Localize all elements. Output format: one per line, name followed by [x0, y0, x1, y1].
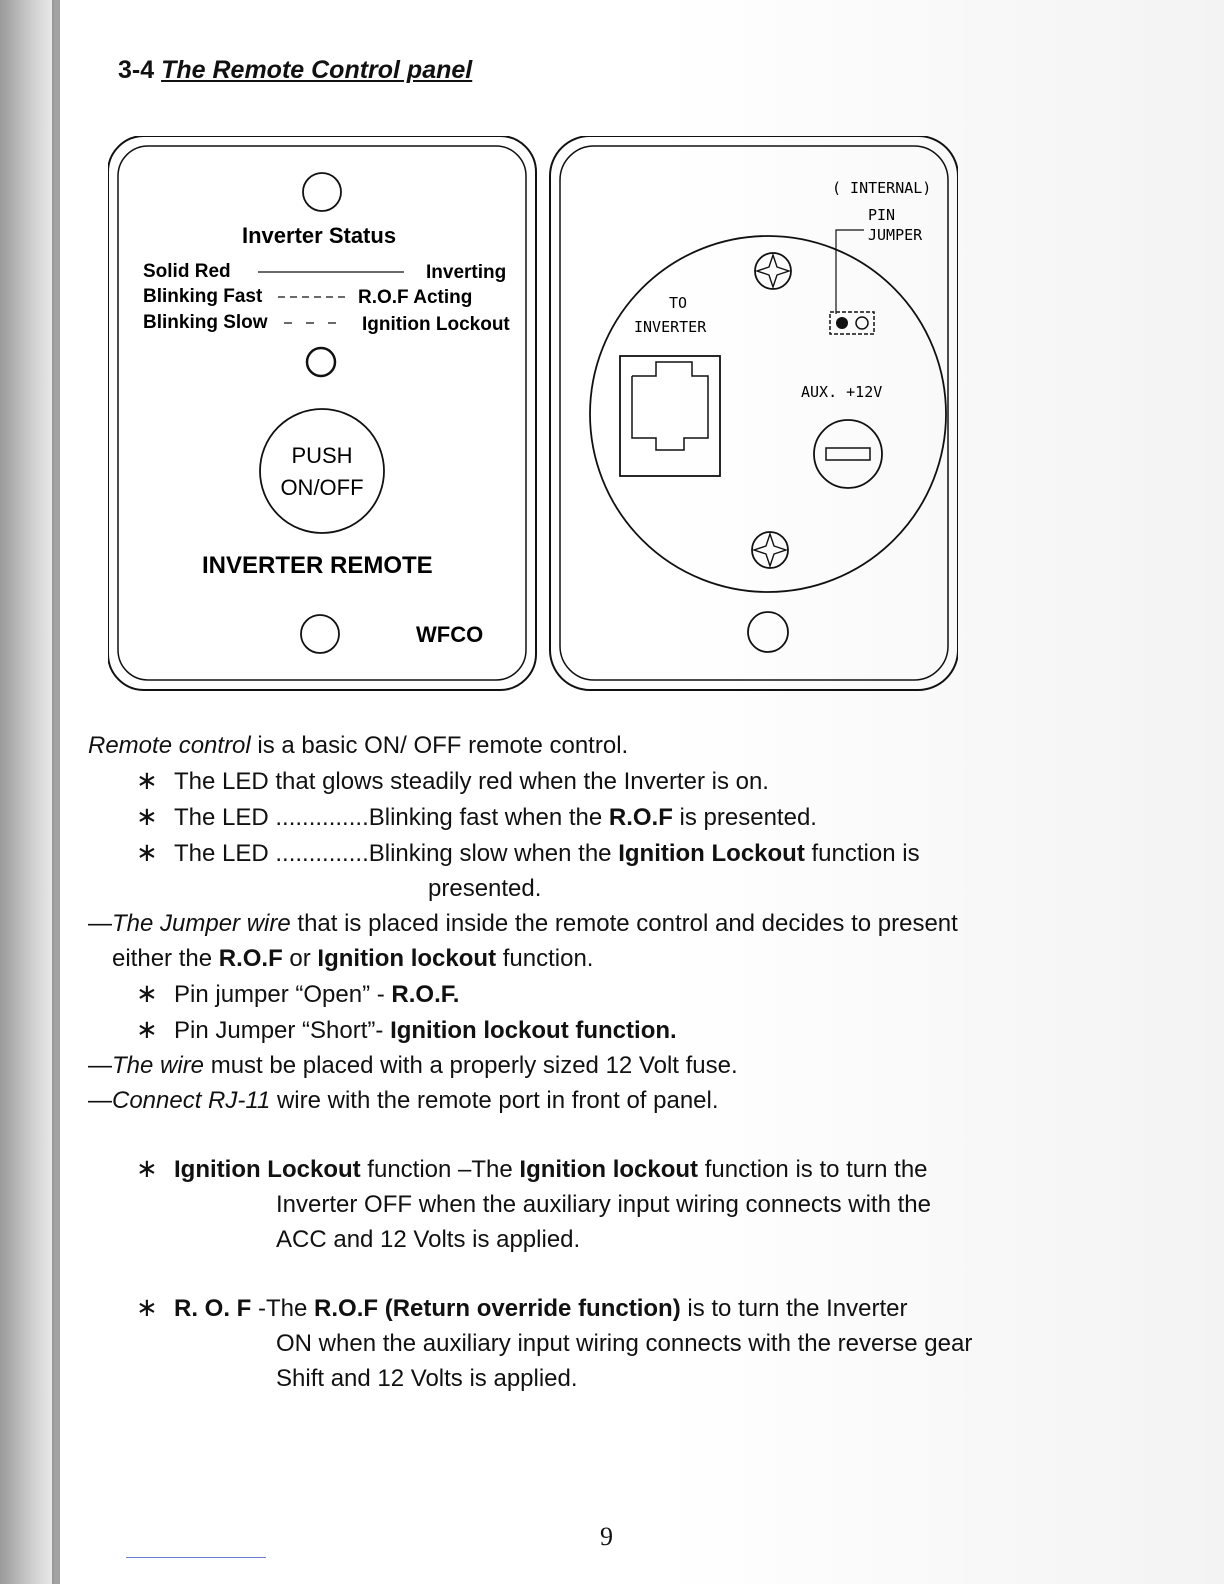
top-screw-hole — [303, 173, 341, 211]
asterisk-icon: ∗ — [136, 801, 158, 831]
pin-label: PIN — [868, 206, 896, 224]
intro-line: Remote control is a basic ON/ OFF remote control. — [88, 732, 629, 759]
rof-line-2: ON when the auxiliary input wiring connects with the reverse gear — [276, 1330, 973, 1357]
to-label: TO — [669, 294, 688, 312]
product-label: INVERTER REMOTE — [202, 552, 433, 579]
jumper-line-2: either the R.O.F or Ignition lockout function. — [112, 945, 594, 972]
body-text — [88, 728, 1128, 1396]
rof-item: ∗ R. O. F -The R.O.F (Return override function) is to turn the Inverter — [88, 1290, 1128, 1326]
status-row-1-meaning: Inverting — [426, 262, 507, 283]
bullet-blink-slow-cont: presented. — [428, 875, 542, 902]
aux-terminal-icon[interactable] — [814, 420, 882, 488]
ignition-lockout-line-2: Inverter OFF when the auxiliary input wiring connects with the — [276, 1191, 931, 1218]
jumper-label: JUMPER — [868, 226, 923, 244]
status-led — [307, 348, 335, 376]
status-row-1-signal: Solid Red — [143, 261, 231, 282]
status-row-3-meaning: Ignition Lockout — [362, 314, 510, 335]
wire-line: —The wire must be placed with a properly sized 12 Volt fuse. — [88, 1052, 738, 1079]
status-row-2-signal: Blinking Fast — [143, 286, 263, 307]
front-panel — [108, 136, 536, 690]
bullet-solid-led: ∗ The LED that glows steadily red when the Inverter is on. — [88, 763, 1128, 799]
asterisk-icon: ∗ — [136, 1014, 158, 1044]
bullet-blink-slow: ∗ The LED ..............Blinking slow when the Ignition Lockout function is — [88, 835, 1128, 871]
connect-line: —Connect RJ-11 wire with the remote port in front of panel. — [88, 1087, 719, 1114]
ignition-lockout-line-3: ACC and 12 Volts is applied. — [276, 1226, 581, 1253]
asterisk-icon: ∗ — [136, 1153, 158, 1183]
pin-jumper-icon — [830, 312, 874, 334]
status-row-2-meaning: R.O.F Acting — [358, 287, 473, 308]
jumper-line: —The Jumper wire that is placed inside the remote control and decides to present — [88, 910, 958, 937]
upper-crosshair-icon — [755, 253, 791, 289]
status-title: Inverter Status — [242, 223, 397, 248]
bullet-pin-open: ∗ Pin jumper “Open” - R.O.F. — [88, 976, 1128, 1012]
remote-panel-diagram — [108, 136, 958, 696]
asterisk-icon: ∗ — [136, 765, 158, 795]
binding-shadow — [0, 0, 54, 1584]
asterisk-icon: ∗ — [136, 1292, 158, 1322]
footer-rule — [126, 1557, 266, 1558]
lower-crosshair-icon — [752, 532, 788, 568]
bullet-pin-short: ∗ Pin Jumper “Short”- Ignition lockout function. — [88, 1012, 1128, 1048]
back-panel — [550, 136, 958, 690]
internal-label: ( INTERNAL) — [832, 179, 932, 197]
asterisk-icon: ∗ — [136, 837, 158, 867]
rj11-port-icon[interactable] — [620, 356, 720, 476]
section-number: 3-4 — [118, 56, 155, 84]
section-heading — [118, 56, 472, 85]
ignition-lockout-item: ∗ Ignition Lockout function –The Ignition lockout function is to turn the — [88, 1151, 1128, 1187]
brand-logo: WFCO — [416, 622, 484, 647]
bullet-blink-fast: ∗ The LED ..............Blinking fast when the R.O.F is presented. — [88, 799, 1128, 835]
asterisk-icon: ∗ — [136, 978, 158, 1008]
page-number: 9 — [600, 1522, 613, 1551]
back-screw-hole — [748, 612, 788, 652]
push-on-off-button[interactable] — [260, 409, 384, 533]
on-off-label: ON/OFF — [280, 475, 364, 500]
inverter-port-label: INVERTER — [634, 318, 707, 336]
push-label: PUSH — [291, 443, 353, 468]
rof-line-3: Shift and 12 Volts is applied. — [276, 1365, 578, 1392]
bottom-screw-hole — [301, 615, 339, 653]
section-title: The Remote Control panel — [161, 56, 473, 84]
binding-edge — [52, 0, 60, 1584]
status-row-3-signal: Blinking Slow — [143, 312, 268, 333]
aux-label: AUX. +12V — [801, 383, 883, 401]
